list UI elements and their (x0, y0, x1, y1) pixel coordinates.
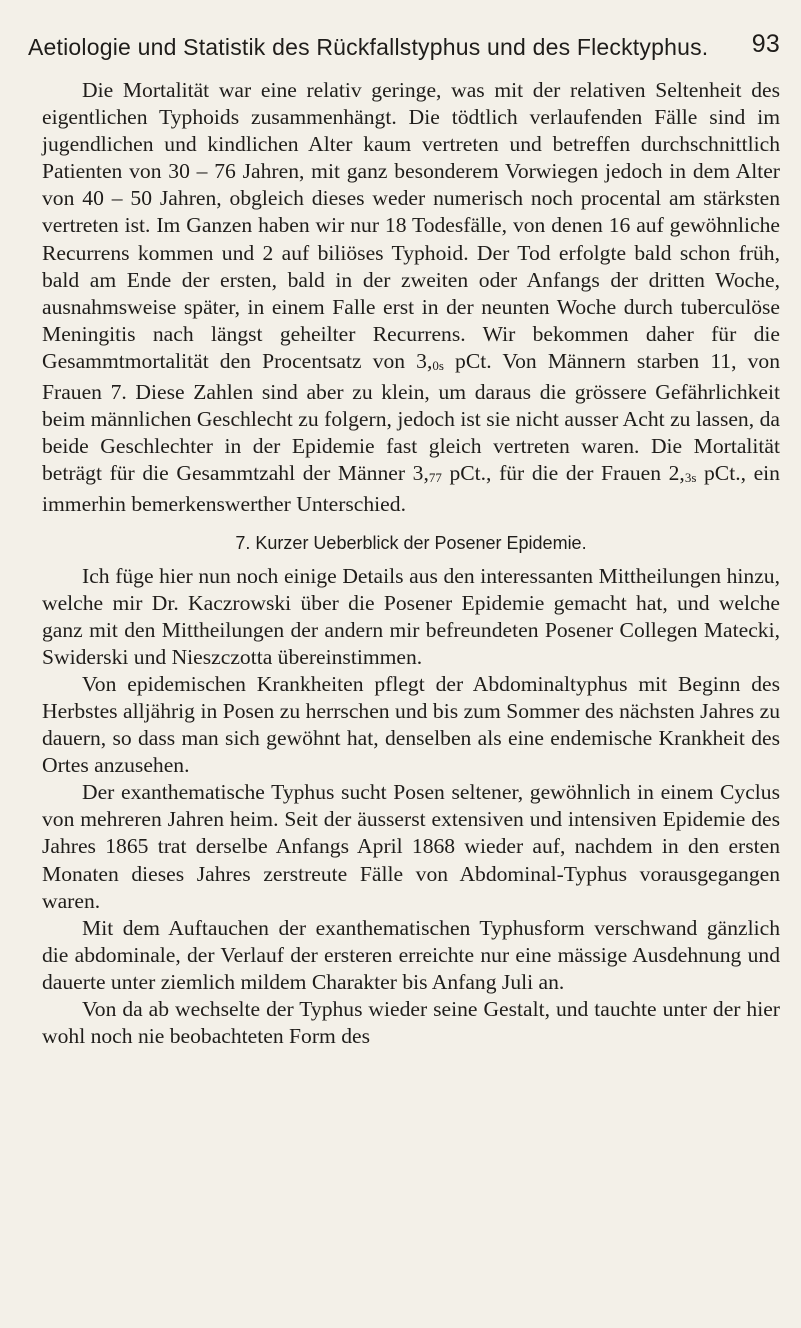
paragraph: Der exanthematische Typhus sucht Posen seltener, gewöhnlich in einem Cyclus von mehreren Jahren heim. Seit der äusserst extensiven und intensiven Epidemie des Jahres 1865 trat derselbe Anfangs April 1868 wieder auf, nachdem in den ersten Monaten dieses Jahres zerstreute Fälle von Abdominal-Typhus vorausgegangen waren. (42, 780, 780, 913)
paragraph-text: pCt. Von Männern starben 11, von Frauen 7. Diese Zahlen sind aber zu klein, um daraus die grössere Gefährlichkeit beim männlichen Geschlecht zu folgern, jedoch ist sie nicht ausser Acht zu lassen, da beide Geschlechter in der Epidemie fast gleich vertreten waren. Die Mortalität beträgt für die Gesammtzahl der Männer 3, (42, 348, 780, 486)
decimal-subscript: 77 (428, 470, 442, 486)
paragraph-text: pCt., für die der Frauen 2, (441, 461, 685, 486)
body-text (42, 77, 780, 1050)
decimal-subscript: 3s (684, 470, 697, 486)
paragraph: Ich füge hier nun noch einige Details aus den interessanten Mittheilungen hinzu, welche mir Dr. Kaczrowski über die Posener Epidemie gemacht hat, und welche ganz mit den Mittheilungen der andern mir befreundeten Posener Collegen Matecki, Swiderski und Nieszczotta übereinstimmen. (42, 563, 780, 669)
paragraph-text: pCt., ein immerhin bemerkenswerther Unterschied. (42, 461, 780, 517)
paragraph: Mit dem Auftauchen der exanthematischen Typhusform verschwand gänzlich die abdominale, der Verlauf der ersteren erreichte nur eine mässige Ausdehnung und dauerte unter ziemlich mildem Charakter bis Anfang Juli an. (42, 915, 780, 994)
running-head (28, 30, 780, 64)
paragraph: Von da ab wechselte der Typhus wieder seine Gestalt, und tauchte unter der hier wohl noch nie beobachteten Form des (42, 997, 780, 1049)
paragraph: Von epidemischen Krankheiten pflegt der Abdominaltyphus mit Beginn des Herbstes alljährig in Posen zu herrschen und bis zum Sommer des nächsten Jahres zu dauern, so dass man sich gewöhnt hat, denselben als eine endemische Krankheit des Ortes anzusehen. (42, 671, 780, 778)
running-head-title: Aetiologie und Statistik des Rückfallstyphus und des Flecktyphus. (28, 34, 709, 60)
paragraph-mortality (42, 77, 780, 519)
section-heading: 7. Kurzer Ueberblick der Posener Epidemie. (235, 532, 587, 553)
paragraph-text: Die Mortalität war eine relativ geringe, was mit der relativen Seltenheit des eigentlichen Typhoids zusammenhängt. Die tödtlich verlaufenden Fälle sind im jugendlichen und kindlichen Alter kaum vertreten und betreffen durchschnittlich Patienten von 30 – 76 Jahren, mit ganz besonderem Vorwiegen jedoch in dem Alter von 40 – 50 Jahren, obgleich dieses weder numerisch noch procental am stärksten vertreten ist. Im Ganzen haben wir nur 18 Todesfälle, von denen 16 auf gewöhnliche Recurrens kommen und 2 auf biliöses Typhoid. Der Tod erfolgte bald schon früh, bald am Ende der ersten, bald in der zweiten oder Anfangs der dritten Woche, ausnahmsweise später, in einem Falle erst in der neunten Woche durch tuberculöse Meningitis nach längst geheilter Recurrens. Wir bekommen daher für die Gesammtmortalität den Procentsatz von 3, (42, 78, 780, 373)
decimal-subscript: 0s (432, 357, 444, 373)
page-number: 93 (751, 30, 780, 58)
